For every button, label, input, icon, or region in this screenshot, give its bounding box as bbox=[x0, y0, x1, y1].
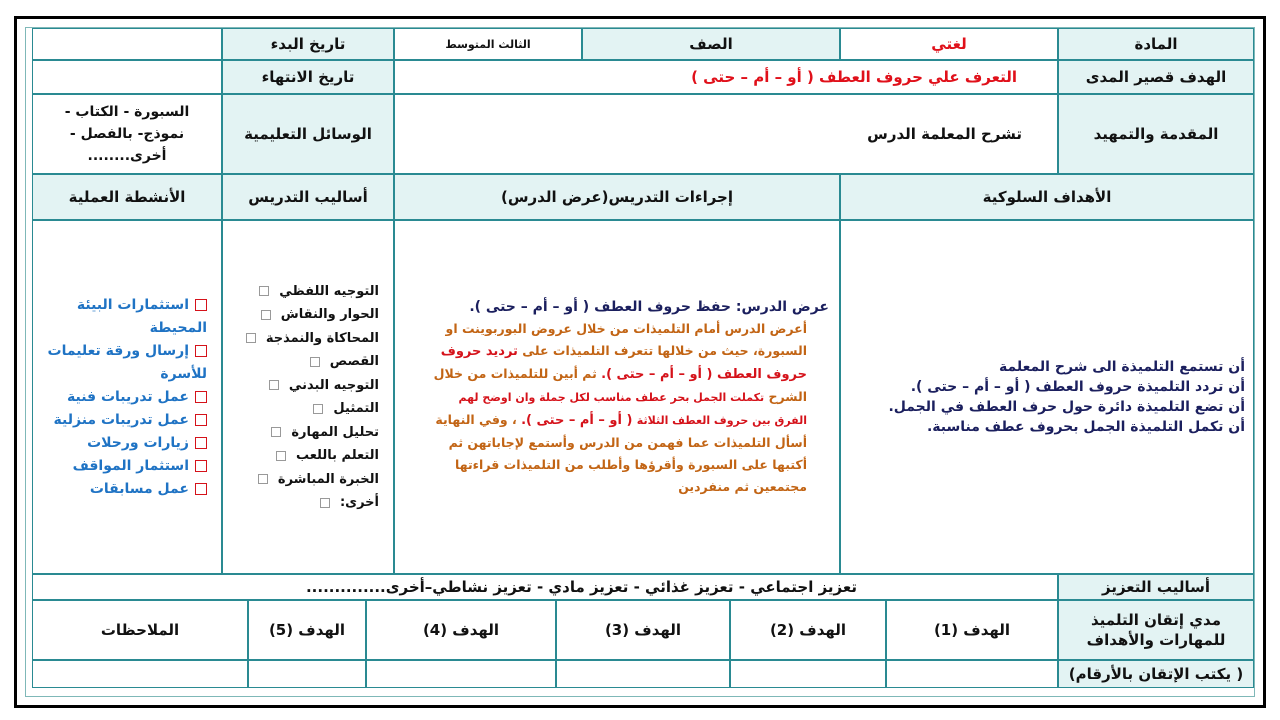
end-date-value bbox=[32, 60, 222, 94]
checkbox-icon[interactable] bbox=[258, 474, 268, 484]
activity-item[interactable]: استثمار المواقف bbox=[41, 455, 207, 478]
goal-4-score[interactable] bbox=[366, 660, 556, 688]
class-value: الثالث المتوسط bbox=[394, 28, 582, 60]
method-item[interactable]: الحوار والنقاش bbox=[237, 303, 379, 327]
mastery-note-label: ( يكتب الإتقان بالأرقام) bbox=[1058, 660, 1254, 688]
checkbox-icon[interactable] bbox=[195, 460, 207, 472]
checkbox-icon[interactable] bbox=[320, 498, 330, 508]
checkbox-icon[interactable] bbox=[246, 333, 256, 343]
behavioral-goals-header: الأهداف السلوكية bbox=[840, 174, 1254, 220]
activity-item[interactable]: زيارات ورحلات bbox=[41, 432, 207, 455]
subject-label: المادة bbox=[1058, 28, 1254, 60]
page-frame bbox=[14, 16, 1266, 708]
goal-4-header: الهدف (4) bbox=[366, 600, 556, 660]
reinforcement-label: أساليب التعزيز bbox=[1058, 574, 1254, 600]
goal-2-header: الهدف (2) bbox=[730, 600, 886, 660]
activity-item[interactable]: عمل تدريبات منزلية bbox=[41, 409, 207, 432]
activities-content bbox=[32, 220, 222, 574]
goal-item: أن تكمل التلميذة الجمل بحروف عطف مناسبة. bbox=[926, 419, 1245, 435]
intro-value: تشرح المعلمة الدرس bbox=[394, 94, 1058, 174]
notes-value[interactable] bbox=[32, 660, 248, 688]
activities-header: الأنشطة العملية bbox=[32, 174, 222, 220]
short-goal-label: الهدف قصير المدى bbox=[1058, 60, 1254, 94]
checkbox-icon[interactable] bbox=[195, 391, 207, 403]
method-item[interactable]: الخبرة المباشرة bbox=[237, 468, 379, 492]
checkbox-icon[interactable] bbox=[276, 451, 286, 461]
goal-3-header: الهدف (3) bbox=[556, 600, 730, 660]
goal-item: أن تضع التلميذة دائرة حول حرف العطف في الجمل. bbox=[888, 399, 1245, 415]
checkbox-icon[interactable] bbox=[259, 286, 269, 296]
method-item[interactable]: التعلم باللعب bbox=[237, 444, 379, 468]
checkbox-icon[interactable] bbox=[195, 345, 207, 357]
checkbox-icon[interactable] bbox=[313, 404, 323, 414]
reinforcement-value: تعزيز اجتماعي - تعزيز غذائي - تعزيز مادي - تعزيز نشاطي–أخرى.............. bbox=[32, 574, 1058, 600]
checkbox-icon[interactable] bbox=[195, 483, 207, 495]
goal-1-score[interactable] bbox=[886, 660, 1058, 688]
aids-value: السبورة - الكتاب - نموذج- بالفصل - أخرى........ bbox=[32, 94, 222, 174]
goal-1-header: الهدف (1) bbox=[886, 600, 1058, 660]
activity-item[interactable]: عمل مسابقات bbox=[41, 478, 207, 501]
notes-header: الملاحظات bbox=[32, 600, 248, 660]
goal-5-score[interactable] bbox=[248, 660, 366, 688]
goal-5-header: الهدف (5) bbox=[248, 600, 366, 660]
procedures-header: إجراءات التدريس(عرض الدرس) bbox=[394, 174, 840, 220]
procedure-text-2: ثم أبين للتلميذات من خلال الشرح bbox=[433, 366, 807, 404]
lesson-plan-table bbox=[25, 27, 1255, 697]
methods-content bbox=[222, 220, 394, 574]
checkbox-icon[interactable] bbox=[271, 427, 281, 437]
method-item[interactable]: المحاكاة والنمذجة bbox=[237, 327, 379, 351]
method-item[interactable]: أخرى: bbox=[237, 491, 379, 515]
start-date-label: تاريخ البدء bbox=[222, 28, 394, 60]
end-date-label: تاريخ الانتهاء bbox=[222, 60, 394, 94]
checkbox-icon[interactable] bbox=[195, 437, 207, 449]
checkbox-icon[interactable] bbox=[310, 357, 320, 367]
method-item[interactable]: تحليل المهارة bbox=[237, 421, 379, 445]
checkbox-icon[interactable] bbox=[269, 380, 279, 390]
goal-item: أن تردد التلميذة حروف العطف ( أو – أم – حتى ). bbox=[910, 379, 1245, 395]
intro-label: المقدمة والتمهيد bbox=[1058, 94, 1254, 174]
method-item[interactable]: التمثيل bbox=[237, 397, 379, 421]
activity-item[interactable]: استثمارات البيئة المحيطة bbox=[76, 296, 207, 336]
procedure-highlight-2: ( أو – أم – حتى ). bbox=[521, 413, 633, 428]
procedure-text-1: أعرض الدرس أمام التلميذات من خلال عروض البوربوينت او السبورة، حيث من خلالها تتعرف التلميذات على bbox=[445, 321, 807, 358]
procedure-highlight-1: ترديد حروف حروف العطف ( أو – أم – حتى ). bbox=[440, 344, 807, 382]
activities-list bbox=[41, 294, 207, 501]
goal-item: أن تستمع التلميذة الى شرح المعلمة bbox=[999, 359, 1245, 375]
procedure-heading: عرض الدرس: حفظ حروف العطف ( أو – أم – حتى ). bbox=[469, 299, 829, 315]
mastery-label: مدي إتقان التلميذ للمهارات والأهداف bbox=[1058, 600, 1254, 660]
goal-2-score[interactable] bbox=[730, 660, 886, 688]
methods-header: أساليب التدريس bbox=[222, 174, 394, 220]
goal-3-score[interactable] bbox=[556, 660, 730, 688]
start-date-value bbox=[32, 28, 222, 60]
class-label: الصف bbox=[582, 28, 840, 60]
method-item[interactable]: التوجيه اللفظي bbox=[237, 280, 379, 304]
checkbox-icon[interactable] bbox=[195, 414, 207, 426]
checkbox-icon[interactable] bbox=[195, 299, 207, 311]
goals-list bbox=[849, 357, 1245, 437]
short-goal-value: التعرف علي حروف العطف ( أو – أم – حتى ) bbox=[394, 60, 1058, 94]
method-item[interactable]: التوجيه البدني bbox=[237, 374, 379, 398]
procedure-text-3: ، وفي النهاية أسأل التلميذات عما فهمن من الدرس وأستمع لإجاباتهن ثم أكتبها على السبورة وأقرؤها وأطلب من التلميذات قراءتها مجتمعين ثم منفردين bbox=[435, 412, 807, 494]
checkbox-icon[interactable] bbox=[261, 310, 271, 320]
subject-value: لغتي bbox=[840, 28, 1058, 60]
behavioral-goals-content bbox=[840, 220, 1254, 574]
activity-item[interactable]: إرسال ورقة تعليمات للأسرة bbox=[47, 342, 207, 382]
method-item[interactable]: القصص bbox=[237, 350, 379, 374]
methods-list bbox=[237, 280, 379, 515]
activity-item[interactable]: عمل تدريبات فنية bbox=[41, 386, 207, 409]
procedure-small-text: تكملت الجمل بحر عطف مناسب لكل جملة وان اوضح لهم الفرق بين حروف العطف الثلاثة bbox=[458, 391, 807, 427]
aids-label: الوسائل التعليمية bbox=[222, 94, 394, 174]
procedures-content bbox=[394, 220, 840, 574]
